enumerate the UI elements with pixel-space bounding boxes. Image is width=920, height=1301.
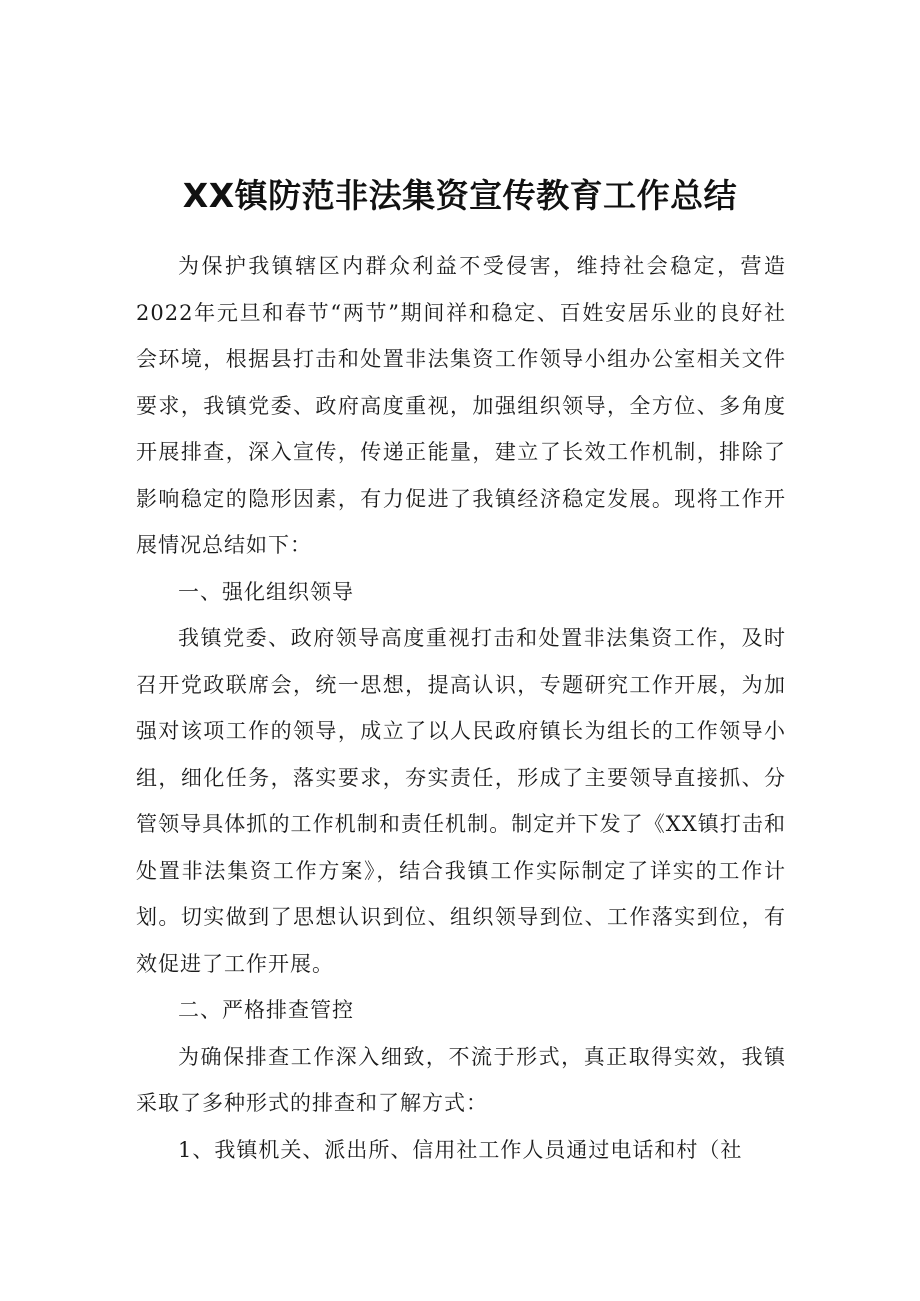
section-1-paragraph: 我镇党委、政府领导高度重视打击和处置非法集资工作，及时召开党政联席会，统一思想，提高认识，专题研究工作开展，为加强对该项工作的领导，成立了以人民政府镇长为组长的工作领导小组，细化任务，落实要求，夯实责任，形成了主要领导直接抓、分管领导具体抓的工作机制和责任机制。制定并下发了《XX镇打击和处置非法集资工作方案》，结合我镇工作实际制定了详实的工作计划。切实做到了思想认识到位、组织领导到位、工作落实到位，有效促进了工作开展。 <box>136 626 786 976</box>
section-2-paragraph: 为确保排查工作深入细致，不流于形式，真正取得实效，我镇采取了多种形式的排查和了解方式： <box>136 1044 786 1115</box>
section-heading-2: 二、严格排查管控 <box>178 998 354 1022</box>
intro-paragraph: 为保护我镇辖区内群众利益不受侵害，维持社会稳定，营造2022年元旦和春节“两节”期间祥和稳定、百姓安居乐业的良好社会环境，根据县打击和处置非法集资工作领导小组办公室相关文件要求，我镇党委、政府高度重视，加强组织领导，全方位、多角度开展排查，深入宣传，传递正能量，建立了长效工作机制，排除了影响稳定的隐形因素，有力促进了我镇经济稳定发展。现将工作开展情况总结如下： <box>136 254 786 557</box>
document-body <box>136 243 786 1173</box>
document-title: XX镇防范非法集资宣传教育工作总结 <box>182 176 738 215</box>
section-heading-1: 一、强化组织领导 <box>178 579 354 604</box>
section-2-item-1: 1、我镇机关、派出所、信用社工作人员通过电话和村（社 <box>178 1137 743 1162</box>
